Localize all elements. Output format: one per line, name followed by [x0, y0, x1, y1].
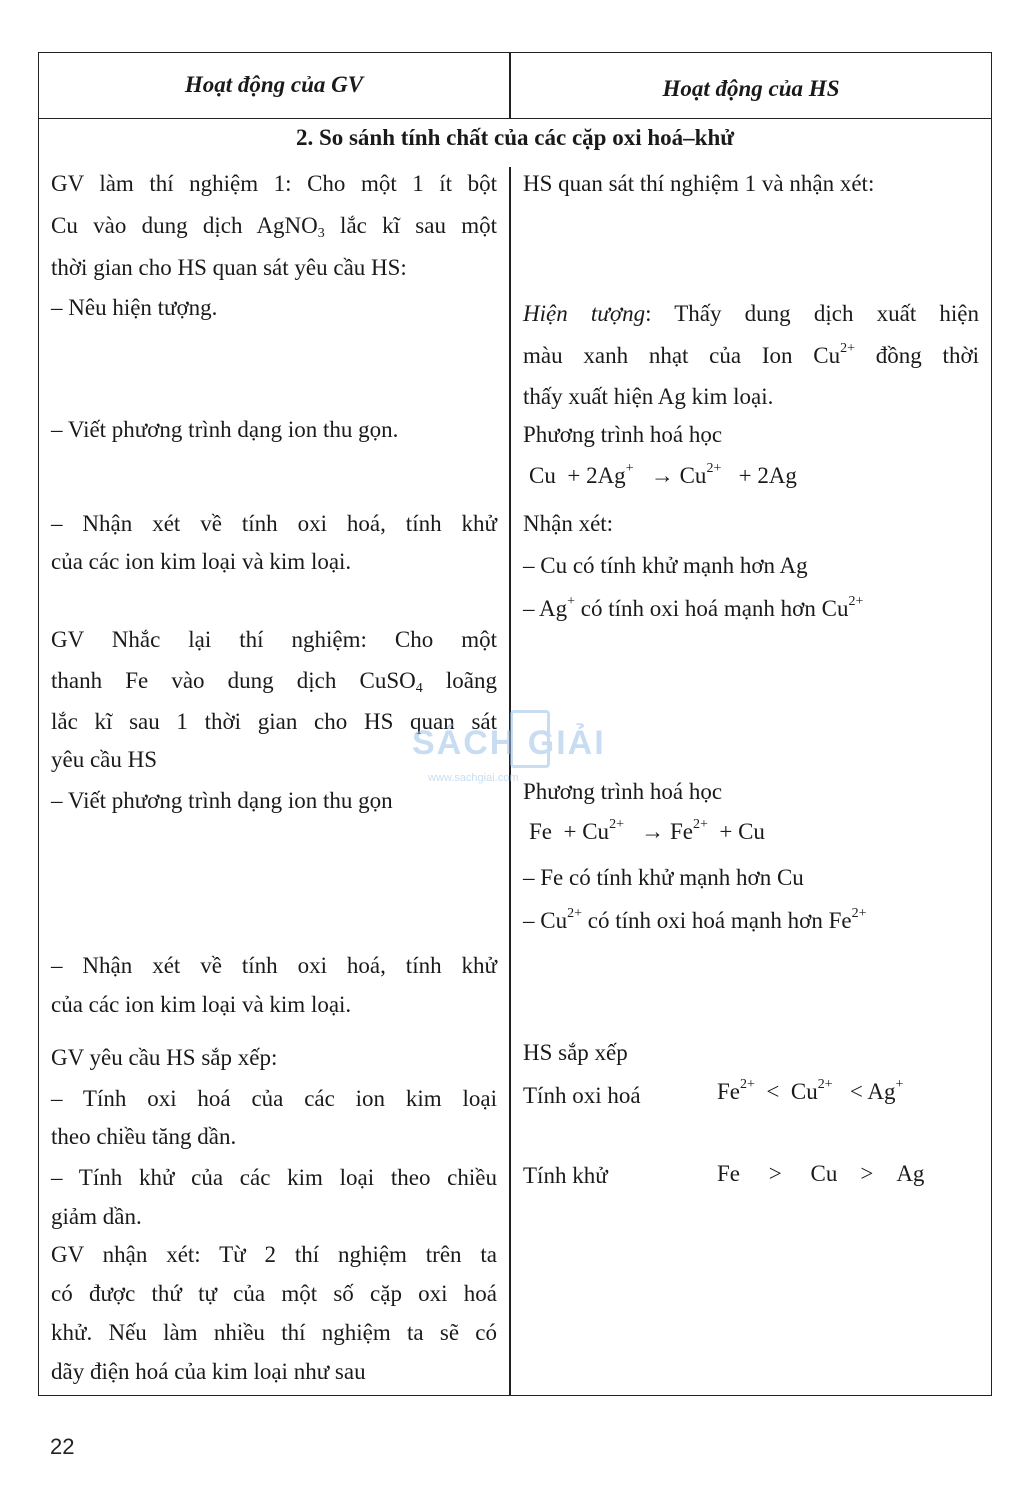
- page-number: 22: [50, 1434, 75, 1459]
- gv-exp1-subscript: 3: [317, 226, 325, 241]
- gv-exp2-line3: lắc kĩ sau 1 thời gian cho HS quan sát: [51, 709, 497, 734]
- ox-seq-fe: Fe: [717, 1079, 740, 1104]
- gv-exp2-line4: yêu cầu HS: [51, 747, 158, 772]
- eq2-reactant1: Fe: [529, 819, 552, 844]
- gv-write-eq1: – Viết phương trình dạng ion thu gọn.: [51, 417, 399, 442]
- eq2-reactant2: + Cu: [563, 819, 610, 844]
- hs-ox-label: Tính oxi hoá: [523, 1083, 641, 1108]
- gv-summary-line3: khử. Nếu làm nhiều thí nghiệm ta sẽ có: [51, 1320, 497, 1345]
- eq1-reactant1: Cu: [529, 463, 556, 488]
- table-header-row: [39, 53, 991, 119]
- header-hs: Hoạt động của HS: [662, 76, 840, 101]
- gv-exp2-subscript: 4: [415, 681, 423, 696]
- gv-comment1-line1: – Nhận xét về tính oxi hoá, tính khử: [51, 511, 497, 536]
- ox-seq-ag-charge: +: [895, 1077, 904, 1092]
- gv-ox-line2: theo chiều tăng dần.: [51, 1124, 237, 1149]
- gv-red-line1: – Tính khử của các kim loại theo chiều: [51, 1165, 497, 1190]
- gv-exp2-line1: GV Nhắc lại thí nghiệm: Cho một: [51, 627, 497, 652]
- hs-comment4-start: – Cu: [523, 908, 568, 933]
- hs-red-label: Tính khử: [523, 1163, 608, 1188]
- hs-comment-title: Nhận xét:: [523, 511, 614, 536]
- hs-comment1: – Cu có tính khử mạnh hơn Ag: [523, 553, 808, 578]
- eq2-reactant2-charge: 2+: [609, 817, 624, 832]
- gv-phenomenon: – Nêu hiện tượng.: [51, 295, 218, 320]
- red-seq-fe: Fe: [717, 1161, 740, 1186]
- gv-exp2-line2: [51, 666, 497, 696]
- red-seq-gt2: >: [860, 1161, 874, 1186]
- eq1-product1: Cu: [679, 463, 707, 488]
- hs-comment2-sup1: +: [567, 594, 575, 609]
- eq2-product1-charge: 2+: [692, 817, 708, 832]
- header-gv: Hoạt động của GV: [184, 72, 364, 97]
- gv-comment2-line2: của các ion kim loại và kim loại.: [51, 992, 352, 1017]
- eq2-arrow: →: [641, 819, 665, 844]
- hs-phenomenon-line2: [523, 341, 979, 371]
- ox-seq-ag: < Ag: [849, 1079, 896, 1104]
- hs-eq-title1: Phương trình hoá học: [523, 422, 723, 447]
- eq1-product2: + 2Ag: [738, 463, 797, 488]
- section-title: 2. So sánh tính chất của các cặp oxi hoá–khử: [295, 125, 735, 150]
- gv-exp1-line2-text: Cu vào dung dịch AgNO: [51, 213, 318, 238]
- header-divider: [509, 53, 511, 119]
- ox-seq-lt1: <: [766, 1079, 780, 1104]
- hs-phenomenon-line2-end: đồng thời: [855, 343, 979, 368]
- hs-phenomenon-line3: thấy xuất hiện Ag kim loại.: [523, 384, 774, 409]
- hs-equation2: [529, 819, 765, 845]
- hs-comment4-sup2: 2+: [851, 906, 867, 921]
- hs-eq-title2: Phương trình hoá học: [523, 779, 723, 804]
- hs-comment2-sup2: 2+: [848, 594, 864, 609]
- gv-exp1-line3: thời gian cho HS quan sát yêu cầu HS:: [51, 255, 407, 280]
- hs-comment4-text: có tính oxi hoá mạnh hơn Fe: [582, 908, 852, 933]
- hs-phenomenon-line2-text: màu xanh nhạt của Ion Cu: [523, 343, 841, 368]
- watermark-url: www.sachgiai.com: [428, 772, 519, 784]
- red-seq-ag: Ag: [896, 1161, 925, 1186]
- red-seq-gt1: >: [768, 1161, 782, 1186]
- ox-seq-fe-charge: 2+: [740, 1077, 755, 1092]
- hs-comment3: – Fe có tính khử mạnh hơn Cu: [523, 865, 804, 890]
- eq1-reactant2: + 2Ag: [567, 463, 626, 488]
- hs-observe: HS quan sát thí nghiệm 1 và nhận xét:: [523, 171, 875, 196]
- hs-comment4: [523, 906, 979, 936]
- gv-exp1-line1: GV làm thí nghiệm 1: Cho một 1 ít bột: [51, 171, 497, 196]
- gv-ox-line1: – Tính oxi hoá của các ion kim loại: [51, 1086, 497, 1111]
- hs-equation1: [529, 463, 797, 489]
- hs-comment2-start: – Ag: [523, 596, 568, 621]
- gv-comment2-line1: – Nhận xét về tính oxi hoá, tính khử: [51, 953, 497, 978]
- hs-comment2: [523, 594, 979, 624]
- gv-exp1-line2: [51, 211, 497, 241]
- eq1-arrow: →: [650, 463, 674, 488]
- hs-phenomenon-label: Hiện tượng: [523, 301, 646, 326]
- hs-arrange: HS sắp xếp: [523, 1040, 628, 1065]
- ox-seq-cu-charge: 2+: [817, 1077, 833, 1092]
- gv-arrange: GV yêu cầu HS sắp xếp:: [51, 1045, 278, 1070]
- red-seq-cu: Cu: [810, 1161, 838, 1186]
- ox-seq-cu: Cu: [790, 1079, 818, 1104]
- gv-exp1-line2-end: lắc kĩ sau một: [324, 213, 497, 238]
- gv-summary-line4: dãy điện hoá của kim loại như sau: [51, 1359, 366, 1384]
- hs-ox-sequence: [717, 1079, 903, 1105]
- hs-phenomenon-text: : Thấy dung dịch xuất hiện: [645, 301, 979, 326]
- eq2-product2: + Cu: [719, 819, 765, 844]
- gv-summary-line1: GV nhận xét: Từ 2 thí nghiệm trên ta: [51, 1242, 497, 1267]
- hs-red-sequence: [717, 1161, 924, 1187]
- eq1-reactant2-charge: +: [625, 461, 634, 476]
- hs-phenomenon-line1: [523, 299, 979, 329]
- gv-comment1-line2: của các ion kim loại và kim loại.: [51, 549, 352, 574]
- watermark-brand: SÁCH GIẢI: [412, 724, 606, 762]
- gv-exp2-line2-end: loãng: [422, 668, 497, 693]
- watermark: [412, 710, 622, 800]
- eq1-product1-charge: 2+: [706, 461, 722, 476]
- gv-exp2-line2-text: thanh Fe vào dung dịch CuSO: [51, 668, 416, 693]
- hs-phenomenon-sup: 2+: [840, 341, 856, 356]
- hs-comment2-text: có tính oxi hoá mạnh hơn Cu: [575, 596, 849, 621]
- gv-write-eq2: – Viết phương trình dạng ion thu gọn: [51, 788, 393, 813]
- hs-comment4-sup1: 2+: [567, 906, 582, 921]
- gv-red-line2: giảm dần.: [51, 1204, 142, 1229]
- eq2-product1: Fe: [669, 819, 693, 844]
- gv-summary-line2: có được thứ tự của một số cặp oxi hoá: [51, 1281, 497, 1306]
